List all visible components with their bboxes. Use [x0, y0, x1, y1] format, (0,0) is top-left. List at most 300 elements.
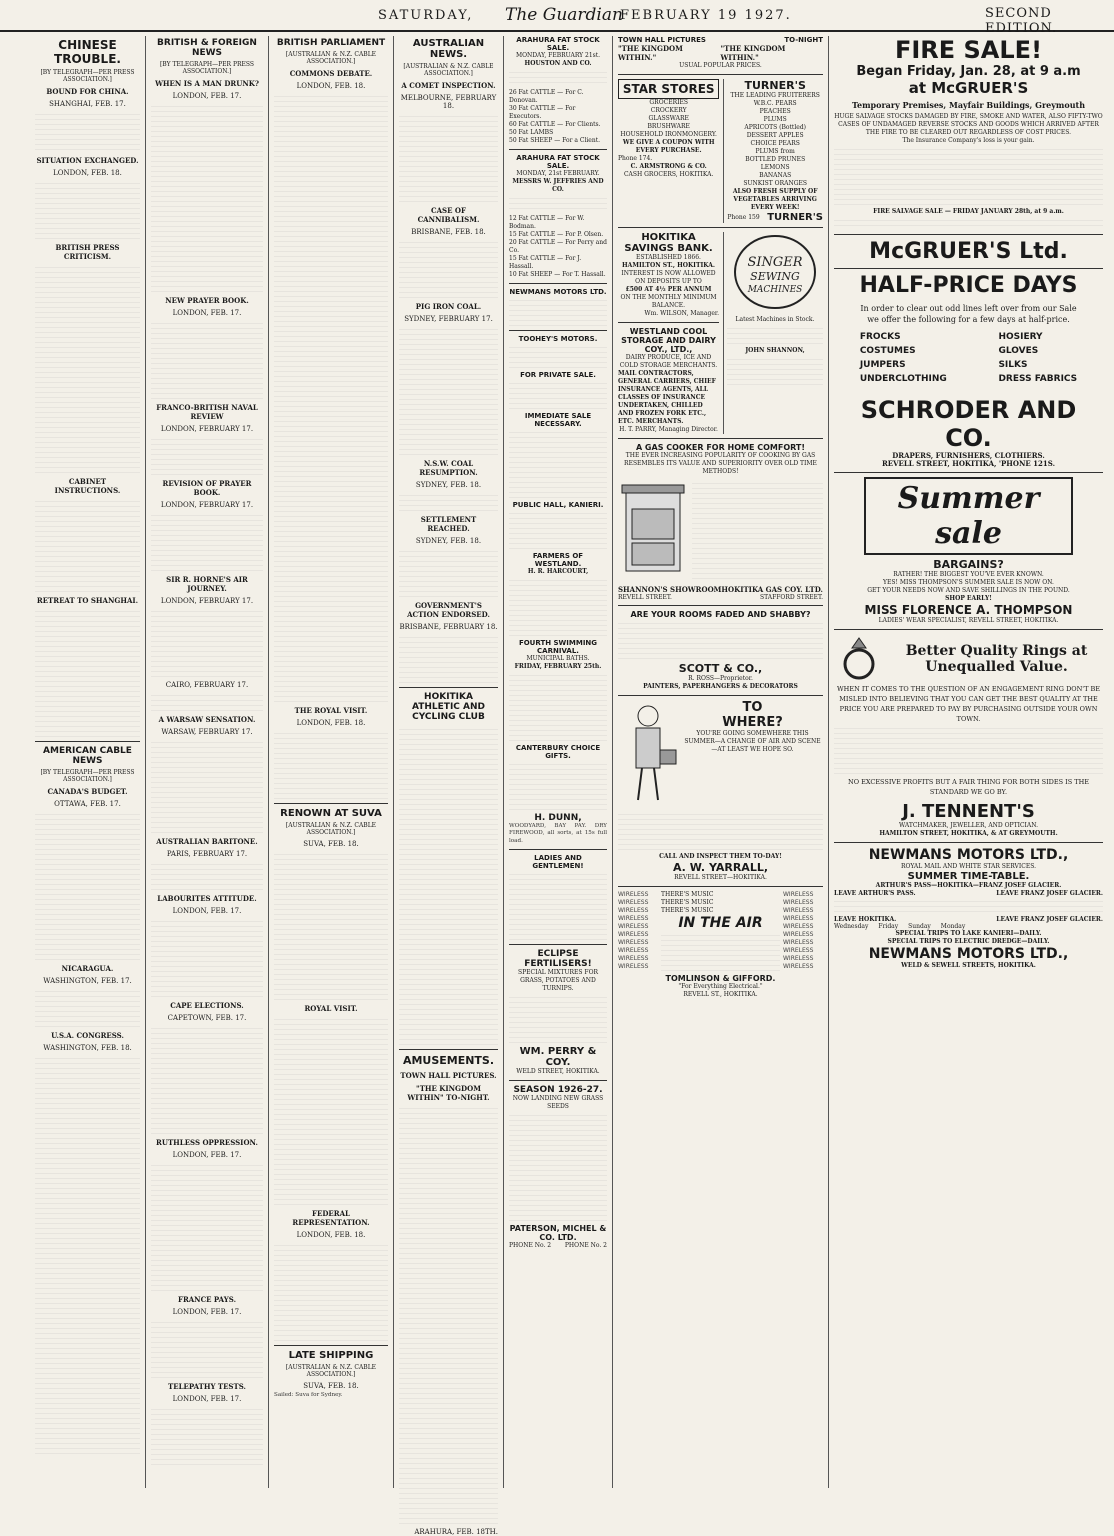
singer-logo-icon	[727, 232, 823, 312]
ad-gas-cooker-firms	[618, 585, 823, 594]
ad-turners-note: ALSO FRESH SUPPLY OF VEGETABLES ARRIVING EVERY WEEK!	[732, 188, 818, 211]
ad-thompson-firm: MISS FLORENCE A. THOMPSON	[864, 603, 1073, 617]
dateline: SYDNEY, FEBRUARY 17.	[404, 315, 493, 323]
ad-half-price-item: SILKS	[998, 360, 1028, 370]
byline: [BY TELEGRAPH—PER PRESS ASSOCIATION.]	[40, 69, 135, 83]
article-body	[399, 1104, 498, 1524]
ad-savings-bank	[618, 232, 719, 434]
ad-public-hall-title: PUBLIC HALL, KANIERI.	[512, 501, 604, 509]
ad-star-item: GLASSWARE	[648, 115, 689, 122]
ad-body	[509, 760, 607, 810]
ad-half-price-title: HALF-PRICE DAYS	[859, 273, 1078, 298]
divider	[618, 74, 823, 75]
ad-eclipse-sub: SPECIAL MIXTURES FOR GRASS, POTATOES AND TURNIPS.	[517, 968, 599, 992]
ad-singer	[723, 232, 823, 434]
dateline: LONDON, FEB. 18.	[53, 169, 122, 177]
article-body	[35, 810, 140, 960]
ad-toohey-title: TOOHEY'S MOTORS.	[518, 335, 598, 343]
dateline: LONDON, FEBRUARY 17.	[160, 597, 254, 605]
dateline: MELBOURNE, FEBRUARY 18.	[400, 94, 497, 110]
ad-newmans-sub2: SUMMER TIME-TABLE.	[907, 871, 1030, 882]
divider	[509, 283, 607, 284]
headline-british-parliament: BRITISH PARLIAMENT	[276, 38, 386, 48]
ad-stock-sale-title: ARAHURA FAT STOCK SALE.	[516, 36, 600, 52]
divider	[618, 438, 823, 439]
subhead: COMMONS DEBATE.	[289, 69, 373, 78]
article-body	[151, 511, 263, 571]
ad-scott-trade: PAINTERS, PAPERHANGERS & DECORATORS	[643, 683, 798, 690]
ad-body	[618, 810, 823, 850]
dateline: LONDON, FEB. 17.	[172, 309, 242, 317]
ad-row	[618, 232, 823, 434]
subhead: NICARAGUA.	[61, 964, 114, 973]
ad-line: 20 Fat CATTLE — For Perry and Co.	[509, 239, 607, 254]
divider	[509, 849, 607, 850]
dateline: CAIRO, FEBRUARY 17.	[165, 681, 249, 689]
article-body	[399, 547, 498, 597]
traveller-figure-icon	[618, 700, 678, 810]
ad-newmans-route: ARTHUR'S PASS—HOKITIKA—FRANZ JOSEF GLACIER.	[875, 882, 1062, 889]
masthead-day: SATURDAY,	[378, 8, 474, 23]
ad-newmans-leave: LEAVE HOKITIKA.	[834, 916, 897, 923]
article-body	[399, 238, 498, 298]
headline-british-foreign-news: BRITISH & FOREIGN NEWS	[157, 38, 257, 58]
subhead: SIR R. HORNE'S AIR JOURNEY.	[166, 575, 248, 593]
divider	[834, 268, 1103, 269]
subhead: SITUATION EXCHANGED.	[36, 156, 139, 165]
ad-savings-addr: HAMILTON ST., HOKITIKA.	[622, 262, 715, 269]
ad-fire-sale-footer: FIRE SALVAGE SALE — FRIDAY JANUARY 28th, at 9 a.m.	[873, 208, 1064, 215]
ad-thompson-addr: LADIES' WEAR SPECIALIST, REVELL STREET, HOKITIKA.	[878, 617, 1059, 624]
subhead: CANADA'S BUDGET.	[47, 787, 128, 796]
ad-gas-co: HOKITIKA GAS COY. LTD.	[721, 585, 823, 594]
ad-tomlinson-body	[661, 891, 780, 999]
ad-line: 60 Fat CATTLE — For Clients.	[509, 121, 601, 128]
ad-tennent-trade: WATCHMAKER, JEWELLER, AND OPTICIAN.	[898, 822, 1039, 829]
ad-yarrall-body: YOU'RE GOING SOMEWHERE THIS SUMMER—A CHANGE OF AIR AND SCENE—AT LEAST WE HOPE SO.	[684, 730, 821, 753]
ad-town-hall-films	[618, 44, 823, 62]
ad-newmans-leave: LEAVE FRANZ JOSEF GLACIER.	[996, 890, 1103, 897]
ad-body	[509, 671, 607, 741]
ad-savings-title: HOKITIKA SAVINGS BANK.	[624, 232, 713, 254]
ad-singer-text: Latest Machines in Stock.	[735, 316, 815, 323]
ad-body	[834, 724, 1103, 774]
ad-newmans-note: SPECIAL TRIPS TO LAKE KANIERI—DAILY.	[895, 930, 1042, 937]
dateline: WASHINGTON, FEB. 17.	[43, 977, 132, 985]
column-british-parliament	[269, 36, 394, 1488]
ad-cool-storage-agents: MAIL CONTRACTORS, GENERAL CARRIERS, CHIEF INSURANCE AGENTS, ALL CLASSES OF INSURANCE UNDERTAKEN, CHILLED AND FROZEN FORK ETC., ETC. MERCHANTS.	[618, 370, 716, 425]
ad-turners-item: CHOICE PEARS	[750, 140, 800, 147]
ad-tomlinson	[618, 891, 823, 999]
ad-gas-st1: REVELL STREET.	[618, 594, 672, 601]
ad-stock-sale-firm: MESSRS W. JEFFRIES AND CO.	[512, 178, 604, 193]
ad-newmans-addr: WELD & SEWELL STREETS, HOKITIKA.	[901, 962, 1036, 969]
subhead: RUTHLESS OPPRESSION.	[156, 1138, 258, 1147]
byline: [AUSTRALIAN & N.Z. CABLE ASSOCIATION.]	[285, 1364, 377, 1378]
subhead: CASE OF CANNIBALISM.	[417, 206, 480, 224]
ad-swimming-title: FOURTH SWIMMING CARNIVAL.	[518, 639, 598, 655]
article-body	[35, 607, 140, 737]
dateline: BRISBANE, FEBRUARY 18.	[399, 623, 498, 631]
subhead: A COMET INSPECTION.	[401, 81, 496, 90]
ad-schroder-addr: REVELL STREET, HOKITIKA, 'PHONE 121S.	[881, 459, 1056, 468]
ad-half-price-text: In order to clear out odd lines left over from our Sale we offer the following for a few days at half-price.	[860, 304, 1077, 324]
ad-savings-interest: INTEREST IS NOW ALLOWED ON DEPOSITS UP TO	[621, 270, 716, 285]
dateline: PARIS, FEBRUARY 17.	[166, 850, 248, 858]
ad-newmans-leave: LEAVE ARTHUR'S PASS.	[834, 890, 916, 897]
subhead: PIG IRON COAL.	[415, 302, 482, 311]
masthead-date: FEBRUARY 19 1927.	[620, 8, 792, 23]
byline: [BY TELEGRAPH—PER PRESS ASSOCIATION.]	[40, 769, 135, 783]
ad-line: 15 Fat CATTLE — For P. Olsen.	[509, 231, 604, 238]
article-body	[399, 491, 498, 511]
ad-swimming-sub: MUNICIPAL BATHS.	[526, 655, 590, 662]
ad-singer-agent: JOHN SHANNON,	[745, 347, 805, 354]
ad-body	[509, 870, 607, 940]
article-body	[35, 497, 140, 592]
subhead: U.S.A. CONGRESS.	[51, 1031, 124, 1040]
ad-gas-cooker-title: A GAS COOKER FOR HOME COMFORT!	[635, 443, 806, 452]
divider	[509, 944, 607, 945]
divider	[274, 803, 388, 804]
subhead: TELEPATHY TESTS.	[168, 1382, 246, 1391]
article-body	[151, 435, 263, 475]
dateline: LONDON, FEB. 17.	[172, 1308, 242, 1316]
article-body	[35, 263, 140, 473]
ad-immediate-sale-title: IMMEDIATE SALE NECESSARY.	[524, 412, 592, 428]
ad-newmans-day: Wednesday	[834, 923, 869, 930]
ad-turners-item: PLUMS	[763, 116, 787, 123]
byline: [AUSTRALIAN & N.Z. CABLE ASSOCIATION.]	[285, 822, 377, 836]
ad-season-title: SEASON 1926-27.	[513, 1084, 603, 1095]
column-classifieds	[504, 36, 613, 1488]
subhead: FRANCE PAYS.	[177, 1295, 237, 1304]
ad-newmans-title: NEWMANS MOTORS LTD.,	[868, 847, 1069, 863]
article-body	[274, 1241, 388, 1341]
ad-gas-cooker-streets	[618, 594, 823, 601]
dateline: LONDON, FEB. 18.	[296, 1231, 366, 1239]
ad-star-stores-title: STAR STORES	[618, 79, 719, 99]
dateline: LONDON, FEB. 17.	[172, 907, 242, 915]
ad-turners-item: APRICOTS (Bottled)	[744, 124, 806, 131]
ad-turners-phone: Phone 159	[727, 213, 760, 221]
column-display-ads	[829, 36, 1108, 1488]
ad-season-sub: NOW LANDING NEW GRASS SEEDS	[512, 1094, 604, 1110]
subhead: N.S.W. COAL RESUMPTION.	[419, 459, 478, 477]
gas-cooker-icon	[618, 479, 688, 579]
ad-half-price-col-left	[860, 330, 947, 386]
ad-savings-est: ESTABLISHED 1866.	[636, 254, 701, 261]
subhead: AUSTRALIAN BARITONE.	[156, 837, 258, 846]
article-body	[151, 607, 263, 677]
ad-town-hall-film: "THE KINGDOM WITHIN."	[618, 44, 683, 62]
article-body	[35, 1054, 140, 1454]
ad-line: 30 Fat CATTLE — For Executors.	[509, 105, 576, 120]
headline-american-cable-news: AMERICAN CABLE NEWS	[43, 746, 132, 766]
ad-line: 26 Fat CATTLE — For C. Donovan.	[509, 89, 584, 104]
ad-stock-sale-date: MONDAY, 21st FEBRUARY.	[516, 170, 600, 177]
ad-turners-item: DESSERT APPLES	[746, 132, 804, 139]
ad-line: 50 Fat SHEEP — For a Client.	[509, 137, 601, 144]
ad-star-item: CROCKERY	[650, 107, 687, 114]
subhead: CABINET INSTRUCTIONS.	[54, 477, 121, 495]
ad-town-hall-film-2: "THE KINGDOM WITHIN."	[720, 44, 786, 62]
ad-newmans-leave-row	[834, 916, 1103, 923]
ad-savings-manager: Wm. WILSON, Manager.	[644, 310, 719, 317]
column-australian-news	[394, 36, 504, 1536]
ad-mcgruers-title: McGRUER'S Ltd.	[869, 239, 1068, 264]
divider	[509, 330, 607, 331]
ad-gas-st2: STAFFORD STREET.	[759, 594, 823, 601]
divider	[618, 227, 823, 228]
ad-body	[509, 194, 607, 212]
ad-yarrall-to: TO	[742, 700, 763, 715]
divider	[618, 605, 823, 606]
ad-body	[509, 509, 607, 549]
ad-newmans-note2: SPECIAL TRIPS TO ELECTRIC DREDGE—DAILY.	[887, 938, 1050, 945]
ad-fire-sale-at: at McGRUER'S	[908, 79, 1029, 97]
ad-summer-sale-sub: BARGAINS?	[933, 558, 1004, 571]
subhead: "THE KINGDOM WITHIN" TO-NIGHT.	[407, 1084, 490, 1102]
ad-town-hall-header	[618, 36, 823, 44]
dateline: SYDNEY, FEB. 18.	[415, 481, 482, 489]
ad-half-price-col-right	[998, 330, 1077, 386]
subhead: SETTLEMENT REACHED.	[420, 515, 477, 533]
ad-paterson-firm: PATERSON, MICHEL & CO. LTD.	[509, 1223, 607, 1242]
divider	[834, 842, 1103, 843]
ad-half-price-item: GLOVES	[998, 346, 1039, 356]
subhead: THE ROYAL VISIT.	[294, 706, 368, 715]
dateline: CAPETOWN, FEB. 17.	[167, 1014, 247, 1022]
ad-turners-title: TURNER'S	[744, 79, 806, 92]
ad-rooms-title: ARE YOUR ROOMS FADED AND SHABBY?	[630, 610, 811, 619]
ad-half-price-item: HOSIERY	[998, 332, 1043, 342]
ad-line: 15 Fat CATTLE — For J. Hassall.	[509, 255, 582, 270]
ad-private-sale-title: FOR PRIVATE SALE.	[520, 371, 596, 379]
headline-chinese-trouble: CHINESE TROUBLE.	[54, 38, 121, 66]
ad-summer-sale-text: RATHER! THE BIGGEST YOU'VE EVER KNOWN.	[893, 571, 1044, 578]
svg-text:MACHINES: MACHINES	[747, 285, 803, 295]
ad-gifts-title: CANTERBURY CHOICE GIFTS.	[515, 744, 601, 760]
column-local-ads	[613, 36, 829, 1488]
article-body: Sailed: Suva for Sydney.	[274, 1392, 343, 1398]
ad-turners	[723, 79, 823, 223]
ad-turners-footer-name: TURNER'S	[767, 212, 823, 223]
ad-turners-sub: THE LEADING FRUITERERS	[730, 92, 820, 99]
ad-newmans-day: Sunday	[908, 923, 931, 930]
ad-perry-addr: WELD STREET, HOKITIKA.	[516, 1067, 600, 1075]
ad-music: THERE'S MUSIC	[661, 899, 714, 906]
ad-line: 10 Fat SHEEP — For T. Hassall.	[509, 271, 606, 278]
article-body	[35, 110, 140, 152]
article-body	[151, 738, 263, 833]
subhead: WHEN IS A MAN DRUNK?	[155, 79, 259, 88]
ad-rings-text2: NO EXCESSIVE PROFITS BUT A FAIR THING FOR BOTH SIDES IS THE STANDARD WE GO BY.	[848, 778, 1089, 796]
ad-town-hall-when: TO-NIGHT	[784, 36, 823, 44]
ad-star-item: HOUSEHOLD IRONMONGERY.	[620, 131, 717, 138]
ad-gas-cooker-body	[618, 479, 823, 582]
dateline: LONDON, FEBRUARY 17.	[160, 425, 254, 433]
ad-newmans-footer: NEWMANS MOTORS LTD.,	[868, 946, 1069, 962]
article-body	[274, 1015, 388, 1205]
divider	[399, 687, 498, 688]
dateline: ARAHURA, FEB. 18TH.	[414, 1528, 498, 1536]
headline-amusements: AMUSEMENTS.	[402, 1054, 495, 1067]
ad-body	[618, 619, 823, 659]
ad-yarrall-firm: A. W. YARRALL,	[672, 861, 769, 874]
article-body	[399, 725, 498, 1045]
divider	[35, 741, 140, 742]
ad-newmans-day: Monday	[940, 923, 966, 930]
ad-line: 50 Fat LAMBS	[509, 129, 554, 136]
ad-newmans-day: Friday	[878, 923, 899, 930]
ad-tennent-addr: HAMILTON STREET, HOKITIKA, & AT GREYMOUTH.	[879, 830, 1058, 837]
dateline: BRISBANE, FEB. 18.	[411, 228, 486, 236]
ad-music: THERE'S MUSIC	[661, 907, 714, 914]
ad-fire-sale-text: HUGE SALVAGE STOCKS DAMAGED BY FIRE, SMOKE AND WATER, ALSO FIFTY-TWO CASES OF UNDAMAGED REVERSE STOCKS AND GOODS WHICH ARRIVED AFTER THE FIRE TO BE CLEARED OUT REGARDLESS OF COST PRICES.	[834, 113, 1103, 136]
ad-turners-item: BANANAS	[759, 172, 792, 179]
ad-savings-balance: ON THE MONTHLY MINIMUM BALANCE.	[620, 294, 717, 309]
subhead: CAPE ELECTIONS.	[170, 1001, 244, 1010]
dateline: WARSAW, FEBRUARY 17.	[161, 728, 253, 736]
article-body	[151, 1161, 263, 1291]
svg-text:SINGER: SINGER	[747, 255, 803, 270]
ad-half-price-item: DRESS FABRICS	[998, 374, 1078, 384]
ad-yarrall-where: WHERE?	[722, 715, 783, 730]
byline: [AUSTRALIAN & N.Z. CABLE ASSOCIATION.]	[403, 63, 494, 77]
ad-farmers-name: H. R. HARCOURT,	[527, 568, 589, 575]
ad-body	[509, 1111, 607, 1221]
ad-schroder-sub: DRAPERS, FURNISHERS, CLOTHIERS.	[892, 451, 1045, 460]
ad-tomlinson-firm: TOMLINSON & GIFFORD.	[665, 974, 776, 983]
ad-summer-sale-title: Summer sale	[864, 477, 1073, 555]
ad-half-price-items	[834, 330, 1103, 386]
wireless-border: WIRELESS WIRELESS WIRELESS WIRELESS WIRELESS WIRELESS WIRELESS WIRELESS WIRELESS WIRELESS	[618, 891, 649, 970]
ad-newmans-title: NEWMANS MOTORS LTD.	[509, 288, 607, 296]
dateline: WASHINGTON, FEB. 18.	[43, 1044, 132, 1052]
ad-fire-sale-sub: Began Friday, Jan. 28, at 9 a.m	[856, 64, 1081, 79]
dateline: LONDON, FEB. 17.	[172, 1395, 242, 1403]
divider	[618, 886, 823, 887]
article-body	[274, 850, 388, 1000]
dateline: LONDON, FEBRUARY 17.	[160, 501, 254, 509]
ad-rings-text: WHEN IT COMES TO THE QUESTION OF AN ENGAGEMENT RING DON'T BE MISLED INTO BELIEVING THAT YOU CAN GET THE BEST QUALITY AT THE PRICE YOU ARE PREPARED TO PAY BY PURCHASING OUTSIDE YOUR OWN TOWN.	[836, 685, 1101, 723]
article-body	[274, 729, 388, 799]
ad-town-hall-title: TOWN HALL PICTURES	[618, 36, 706, 44]
subhead: BRITISH PRESS CRITICISM.	[55, 243, 120, 261]
ad-turners-item: PLUMS from	[755, 148, 795, 155]
divider	[509, 149, 607, 150]
divider	[509, 1080, 607, 1081]
divider	[834, 629, 1103, 630]
ad-tomlinson-addr: REVELL ST., HOKITIKA.	[683, 991, 758, 998]
ad-turners-item: W.B.C. PEARS	[753, 100, 797, 107]
ad-body	[509, 379, 607, 409]
ad-newmans-leave-row	[834, 890, 1103, 897]
ad-ladies-title: LADIES AND GENTLEMEN!	[532, 853, 584, 870]
subhead: NEW PRAYER BOOK.	[165, 296, 249, 305]
subhead: BOUND FOR CHINA.	[46, 87, 129, 96]
article-body	[151, 102, 263, 292]
article-body	[151, 1405, 263, 1465]
ad-turners-item: SUNKIST ORANGES	[743, 180, 807, 187]
ad-body	[509, 68, 607, 86]
ad-dunn-text: WOODYARD, BAY PAY. DRY FIREWOOD, all sorts, at 15s full load.	[509, 823, 607, 844]
column-british-foreign-news	[146, 36, 269, 1488]
ad-yarrall-call: CALL AND INSPECT THEM TO-DAY!	[659, 853, 782, 860]
dateline: LONDON, FEB. 18.	[296, 82, 366, 90]
ad-scott-prop: R. ROSS—Proprietor.	[688, 675, 753, 682]
wireless-border: WIRELESS WIRELESS WIRELESS WIRELESS WIRELESS WIRELESS WIRELESS WIRELESS WIRELESS WIRELESS	[783, 891, 814, 970]
ad-body	[509, 993, 607, 1043]
ad-schroder-title: SCHRODER AND CO.	[860, 396, 1077, 452]
ad-body	[834, 216, 1103, 230]
subhead: FEDERAL REPRESENTATION.	[292, 1209, 370, 1227]
article-body	[399, 633, 498, 683]
ad-fire-sale-text2: The Insurance Company's loss is your gain.	[902, 137, 1035, 144]
ad-summer-sale-line2: GET YOUR NEEDS NOW AND SAVE SHILLINGS IN THE POUND.	[867, 587, 1070, 594]
subhead: A WARSAW SENSATION.	[158, 715, 256, 724]
ad-newmans-days	[834, 923, 1103, 930]
headline-late-shipping: LATE SHIPPING	[288, 1350, 374, 1361]
ad-paterson-phones	[509, 1242, 607, 1250]
subhead: LABOURITES ATTITUDE.	[157, 894, 257, 903]
ad-eclipse-title: ECLIPSE FERTILISERS!	[524, 948, 592, 969]
article-body	[151, 691, 263, 711]
ad-rings-title: Better Quality Rings at Unequalled Value.	[905, 643, 1088, 675]
svg-text:SEWING: SEWING	[750, 270, 800, 283]
ad-cool-storage-title: WESTLAND COOL STORAGE AND DAIRY COY., LTD.,	[621, 327, 716, 354]
divider	[274, 1345, 388, 1346]
ad-star-offer: WE GIVE A COUPON WITH EVERY PURCHASE.	[622, 139, 715, 154]
ad-turners-item: BOTTLED PRUNES	[745, 156, 806, 163]
masthead	[0, 0, 1114, 36]
ad-cool-storage-sub: DAIRY PRODUCE, ICE AND COLD STORAGE MERCHANTS.	[619, 354, 718, 369]
divider	[618, 695, 823, 696]
ad-yarrall-addr: REVELL STREET—HOKITIKA.	[674, 874, 767, 881]
ad-body	[509, 296, 607, 326]
ad-body	[509, 576, 607, 636]
ad-paterson-phone-2: PHONE No. 2	[564, 1241, 607, 1249]
ad-dunn-firm: H. DUNN,	[534, 813, 582, 823]
dateline: SHANGHAI, FEB. 17.	[49, 100, 126, 108]
ad-town-hall-note: USUAL POPULAR PRICES.	[679, 62, 762, 69]
divider	[399, 1049, 498, 1050]
ad-in-the-air: IN THE AIR	[678, 915, 763, 931]
ad-cool-storage-manager: H. T. PARRY, Managing Director.	[619, 426, 718, 433]
ad-star-phone: Phone 174.	[618, 155, 653, 162]
ad-gas-cooker-sub: THE EVER INCREASING POPULARITY OF COOKING BY GAS RESEMBLES ITS VALUE AND SUPERIORITY OVER OLD TIME METHODS!	[624, 452, 817, 475]
subhead: REVISION OF PRAYER BOOK.	[162, 479, 252, 497]
byline: [BY TELEGRAPH—PER PRESS ASSOCIATION.]	[159, 61, 255, 75]
ad-scott-firm: SCOTT & CO.,	[678, 662, 763, 675]
article-body	[151, 917, 263, 997]
dateline: SUVA, FEB. 18.	[303, 840, 359, 848]
article-body	[35, 987, 140, 1027]
dateline: LONDON, FEB. 18.	[296, 719, 366, 727]
ad-fire-sale-premises: Temporary Premises, Mayfair Buildings, Greymouth	[851, 100, 1086, 110]
headline-australian-news: AUSTRALIAN NEWS.	[412, 38, 485, 60]
ad-body	[692, 479, 823, 579]
ad-body	[661, 931, 780, 971]
ad-row	[618, 79, 823, 223]
article-body	[399, 325, 498, 455]
ad-turners-item: PEACHES	[759, 108, 791, 115]
ad-turners-footer	[727, 212, 823, 223]
ad-summer-sale-line3: SHOP EARLY!	[945, 595, 992, 602]
ad-half-price-item: COSTUMES	[859, 346, 916, 356]
ad-body	[834, 897, 1103, 913]
